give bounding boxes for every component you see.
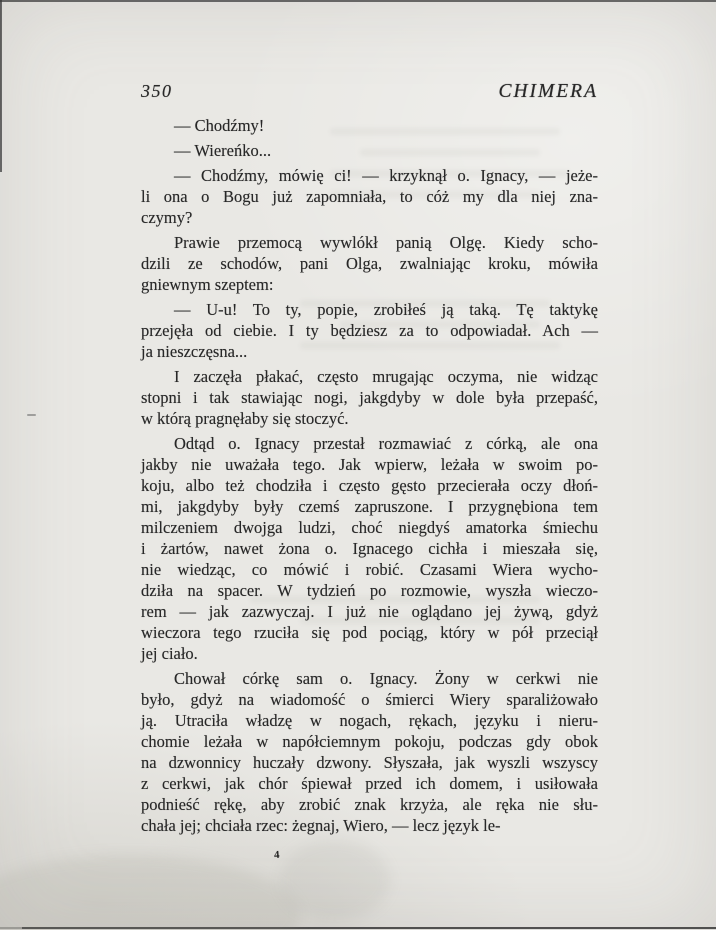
text-line: koju, albo też chodziła i często gęsto przecierała oczy dłoń-: [141, 476, 598, 495]
paragraph: [141, 668, 598, 836]
paragraph: [141, 433, 598, 664]
paper-stain: [280, 840, 390, 920]
text-line: — Wiereńko...: [174, 141, 272, 160]
text-line: jej ciało.: [141, 644, 198, 663]
text-line: — U-u! To ty, popie, zrobiłeś ją taką. Tę taktykę: [174, 300, 598, 319]
text-line: Chował córkę sam o. Ignacy. Żony w cerkwi nie: [174, 669, 598, 688]
text-line: podnieść rękę, aby zrobić znak krzyża, ale ręka nie słu-: [141, 795, 598, 814]
text-line: milczeniem dwojga ludzi, choć niegdyś amatorka śmiechu: [141, 518, 598, 537]
paragraph: [141, 165, 598, 228]
text-line: I zaczęła płakać, często mrugając oczyma, nie widząc: [174, 367, 598, 386]
text-line: rem — jak zazwyczaj. I już nie oglądano jej żywą, gdyż: [141, 602, 598, 621]
paragraph: [141, 366, 598, 429]
text-line: — Chodźmy, mówię ci! — krzyknął o. Ignacy, — jeże-: [174, 166, 598, 185]
text-line: chomie leżała w napółciemnym pokoju, podczas gdy obok: [141, 732, 598, 751]
text-line: jakby nie uważała tego. Jak wpierw, leżała w swoim po-: [141, 455, 598, 474]
text-line: z cerkwi, jak chór śpiewał przed ich domem, i usiłowała: [141, 774, 598, 793]
text-line: nie wiedząc, co mówić i robić. Czasami Wiera wycho-: [141, 560, 598, 579]
paragraph: [141, 140, 598, 161]
text-line: ją. Utraciła władzę w nogach, rękach, języku i nieru-: [141, 711, 598, 730]
text-line: przejęła od ciebie. I ty będziesz za to odpowiadał. Ach —: [141, 321, 598, 340]
text-line: stopni i tak stawiając nogi, jakgdyby w dole była przepaść,: [141, 388, 598, 407]
text-line: li ona o Bogu już zapomniała, to cóż my dla niej zna-: [141, 187, 598, 206]
page-number: 350: [141, 81, 173, 101]
text-line: było, gdyż na wiadomość o śmierci Wiery sparaliżowało: [141, 690, 598, 709]
paragraph: [141, 115, 598, 136]
text-line: i żartów, nawet żona o. Ignacego cichła i mieszała się,: [141, 539, 598, 558]
text-line: Prawie przemocą wywlókł panią Olgę. Kiedy scho-: [174, 233, 598, 252]
signature-mark: 4: [273, 848, 280, 862]
text-line: ja nieszczęsna...: [141, 342, 248, 361]
paper-stain: [0, 855, 300, 930]
paragraph: [141, 299, 598, 362]
scan-edge-left: [0, 0, 2, 172]
text-line: na dzwonnicy huczały dzwony. Słyszała, jak wyszli wszyscy: [141, 753, 598, 772]
text-line: chała jej; chciała rzec: żegnaj, Wiero, — lecz język le-: [141, 816, 501, 835]
scan-edge-top: [0, 0, 716, 2]
paragraph: [141, 232, 598, 295]
running-title: CHIMERA: [498, 81, 598, 102]
body-text: [141, 115, 598, 836]
text-line: w którą pragnęłaby się stoczyć.: [141, 409, 349, 428]
text-line: — Chodźmy!: [174, 116, 265, 135]
text-line: mi, jakgdyby były czemś zapruszone. I przygnębiona tem: [141, 497, 598, 516]
text-line: gniewnym szeptem:: [141, 275, 274, 294]
text-line: Odtąd o. Ignacy przestał rozmawiać z córką, ale ona: [174, 434, 598, 453]
text-line: dzili ze schodów, pani Olga, zwalniając kroku, mówiła: [141, 254, 598, 273]
scan-speck: [27, 414, 36, 416]
text-line: czymy?: [141, 208, 193, 227]
page-header: [141, 81, 598, 103]
text-line: wieczora tego rzuciła się pod pociąg, który w pół przeciął: [141, 623, 598, 642]
text-line: dziła na spacer. W tydzień po rozmowie, wyszła wieczo-: [141, 581, 598, 600]
